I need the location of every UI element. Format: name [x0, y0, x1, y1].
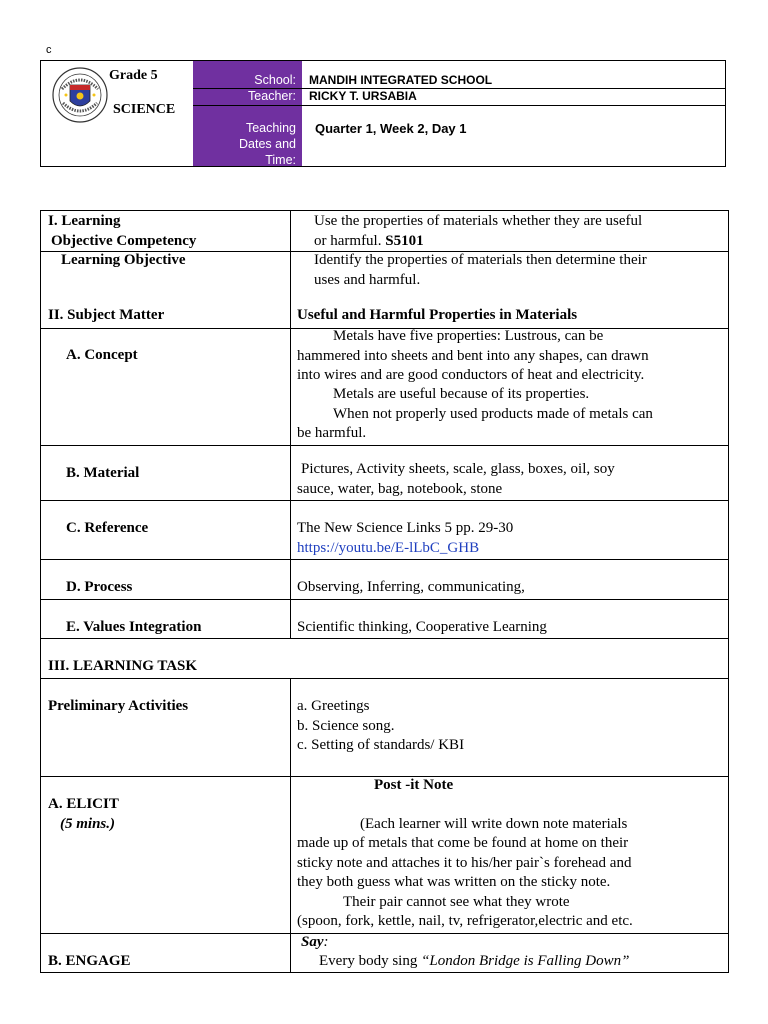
column-divider [290, 678, 291, 973]
teaching-label-line2: Dates and [239, 137, 296, 151]
elicit-line: (Each learner will write down note materials [360, 816, 628, 832]
concept-label: A. Concept [66, 347, 138, 363]
elicit-label: A. ELICIT [48, 796, 119, 812]
subject-matter-label: II. Subject Matter [48, 307, 165, 323]
teacher-label: Teacher: [248, 89, 296, 103]
header-label-column [193, 61, 302, 166]
engage-label: B. ENGAGE [48, 953, 131, 969]
preliminary-label: Preliminary Activities [48, 698, 189, 714]
header-divider [193, 88, 725, 89]
row-line [41, 638, 728, 639]
corner-mark: c [46, 44, 52, 56]
teaching-label-line1: Teaching [245, 121, 296, 135]
row-line [41, 933, 728, 934]
objectives-text-line2: or harmful. S5101 [314, 233, 424, 249]
elicit-title: Post -it Note [374, 777, 454, 793]
learning-objective-line1: Identify the properties of materials then determine their [314, 252, 647, 268]
concept-line: Metals are useful because of its properties. [333, 386, 590, 402]
reference-book: The New Science Links 5 pp. 29-30 [297, 520, 514, 536]
objectives-label-line1: I. Learning [48, 213, 121, 229]
column-divider [290, 211, 291, 638]
material-label: B. Material [66, 465, 140, 481]
process-label: D. Process [66, 579, 133, 595]
teacher-value: RICKY T. URSABIA [309, 89, 417, 103]
elicit-line: made up of metals that come be found at home on their [297, 835, 629, 851]
engage-say: Say: [301, 934, 329, 950]
row-line [41, 500, 728, 501]
dates-value: Quarter 1, Week 2, Day 1 [315, 121, 467, 136]
reference-label: C. Reference [66, 520, 149, 536]
concept-line: hammered into sheets and bent into any shapes, can drawn [297, 348, 649, 364]
grade-label: Grade 5 [109, 68, 158, 83]
learning-objective-label: Learning Objective [61, 252, 186, 268]
subject-matter-value: Useful and Harmful Properties in Materials [297, 307, 578, 323]
teaching-label-line3: Time: [265, 153, 296, 167]
preliminary-item: a. Greetings [297, 698, 370, 714]
say-label: Say [301, 934, 324, 950]
row-line [41, 678, 728, 679]
song-title: “London Bridge is Falling Down” [421, 953, 630, 969]
header-divider [193, 105, 725, 106]
process-value: Observing, Inferring, communicating, [297, 579, 525, 595]
material-line1: Pictures, Activity sheets, scale, glass, boxes, oil, soy [301, 461, 615, 477]
elicit-line: sticky note and attaches it to his/her pair`s forehead and [297, 855, 632, 871]
values-label: E. Values Integration [66, 619, 202, 635]
elicit-duration: (5 mins.) [60, 816, 116, 832]
deped-seal-icon [52, 67, 108, 123]
school-value: MANDIH INTEGRATED SCHOOL [309, 73, 493, 87]
reference-link[interactable]: https://youtu.be/E-lLbC_GHB [297, 540, 480, 556]
concept-line: be harmful. [297, 425, 367, 441]
competency-code: S5101 [385, 233, 424, 249]
learning-task-label: III. LEARNING TASK [48, 658, 198, 674]
elicit-line: (spoon, fork, kettle, nail, tv, refrigerator,electric and etc. [297, 913, 633, 929]
preliminary-item: b. Science song. [297, 718, 395, 734]
engage-text: Every body sing “London Bridge is Falling Down” [319, 953, 630, 969]
preliminary-item: c. Setting of standards/ KBI [297, 737, 465, 753]
elicit-line: Their pair cannot see what they wrote [343, 894, 570, 910]
concept-line: into wires and are good conductors of heat and electricity. [297, 367, 645, 383]
row-line [41, 445, 728, 446]
logo-cell [41, 61, 194, 166]
lesson-plan-table [40, 210, 729, 973]
elicit-line: they both guess what was written on the sticky note. [297, 874, 611, 890]
school-label: School: [254, 73, 296, 87]
row-line [41, 599, 728, 600]
concept-line: Metals have five properties: Lustrous, can be [333, 328, 604, 344]
objectives-text-line1: Use the properties of materials whether they are useful [314, 213, 643, 229]
material-line2: sauce, water, bag, notebook, stone [297, 481, 503, 497]
lesson-header [40, 60, 726, 167]
values-value: Scientific thinking, Cooperative Learning [297, 619, 547, 635]
concept-line: When not properly used products made of metals can [333, 406, 653, 422]
learning-objective-line2: uses and harmful. [314, 272, 421, 288]
objectives-label-line2: Objective Competency [51, 233, 197, 249]
subject-label: SCIENCE [113, 102, 176, 117]
row-line [41, 559, 728, 560]
